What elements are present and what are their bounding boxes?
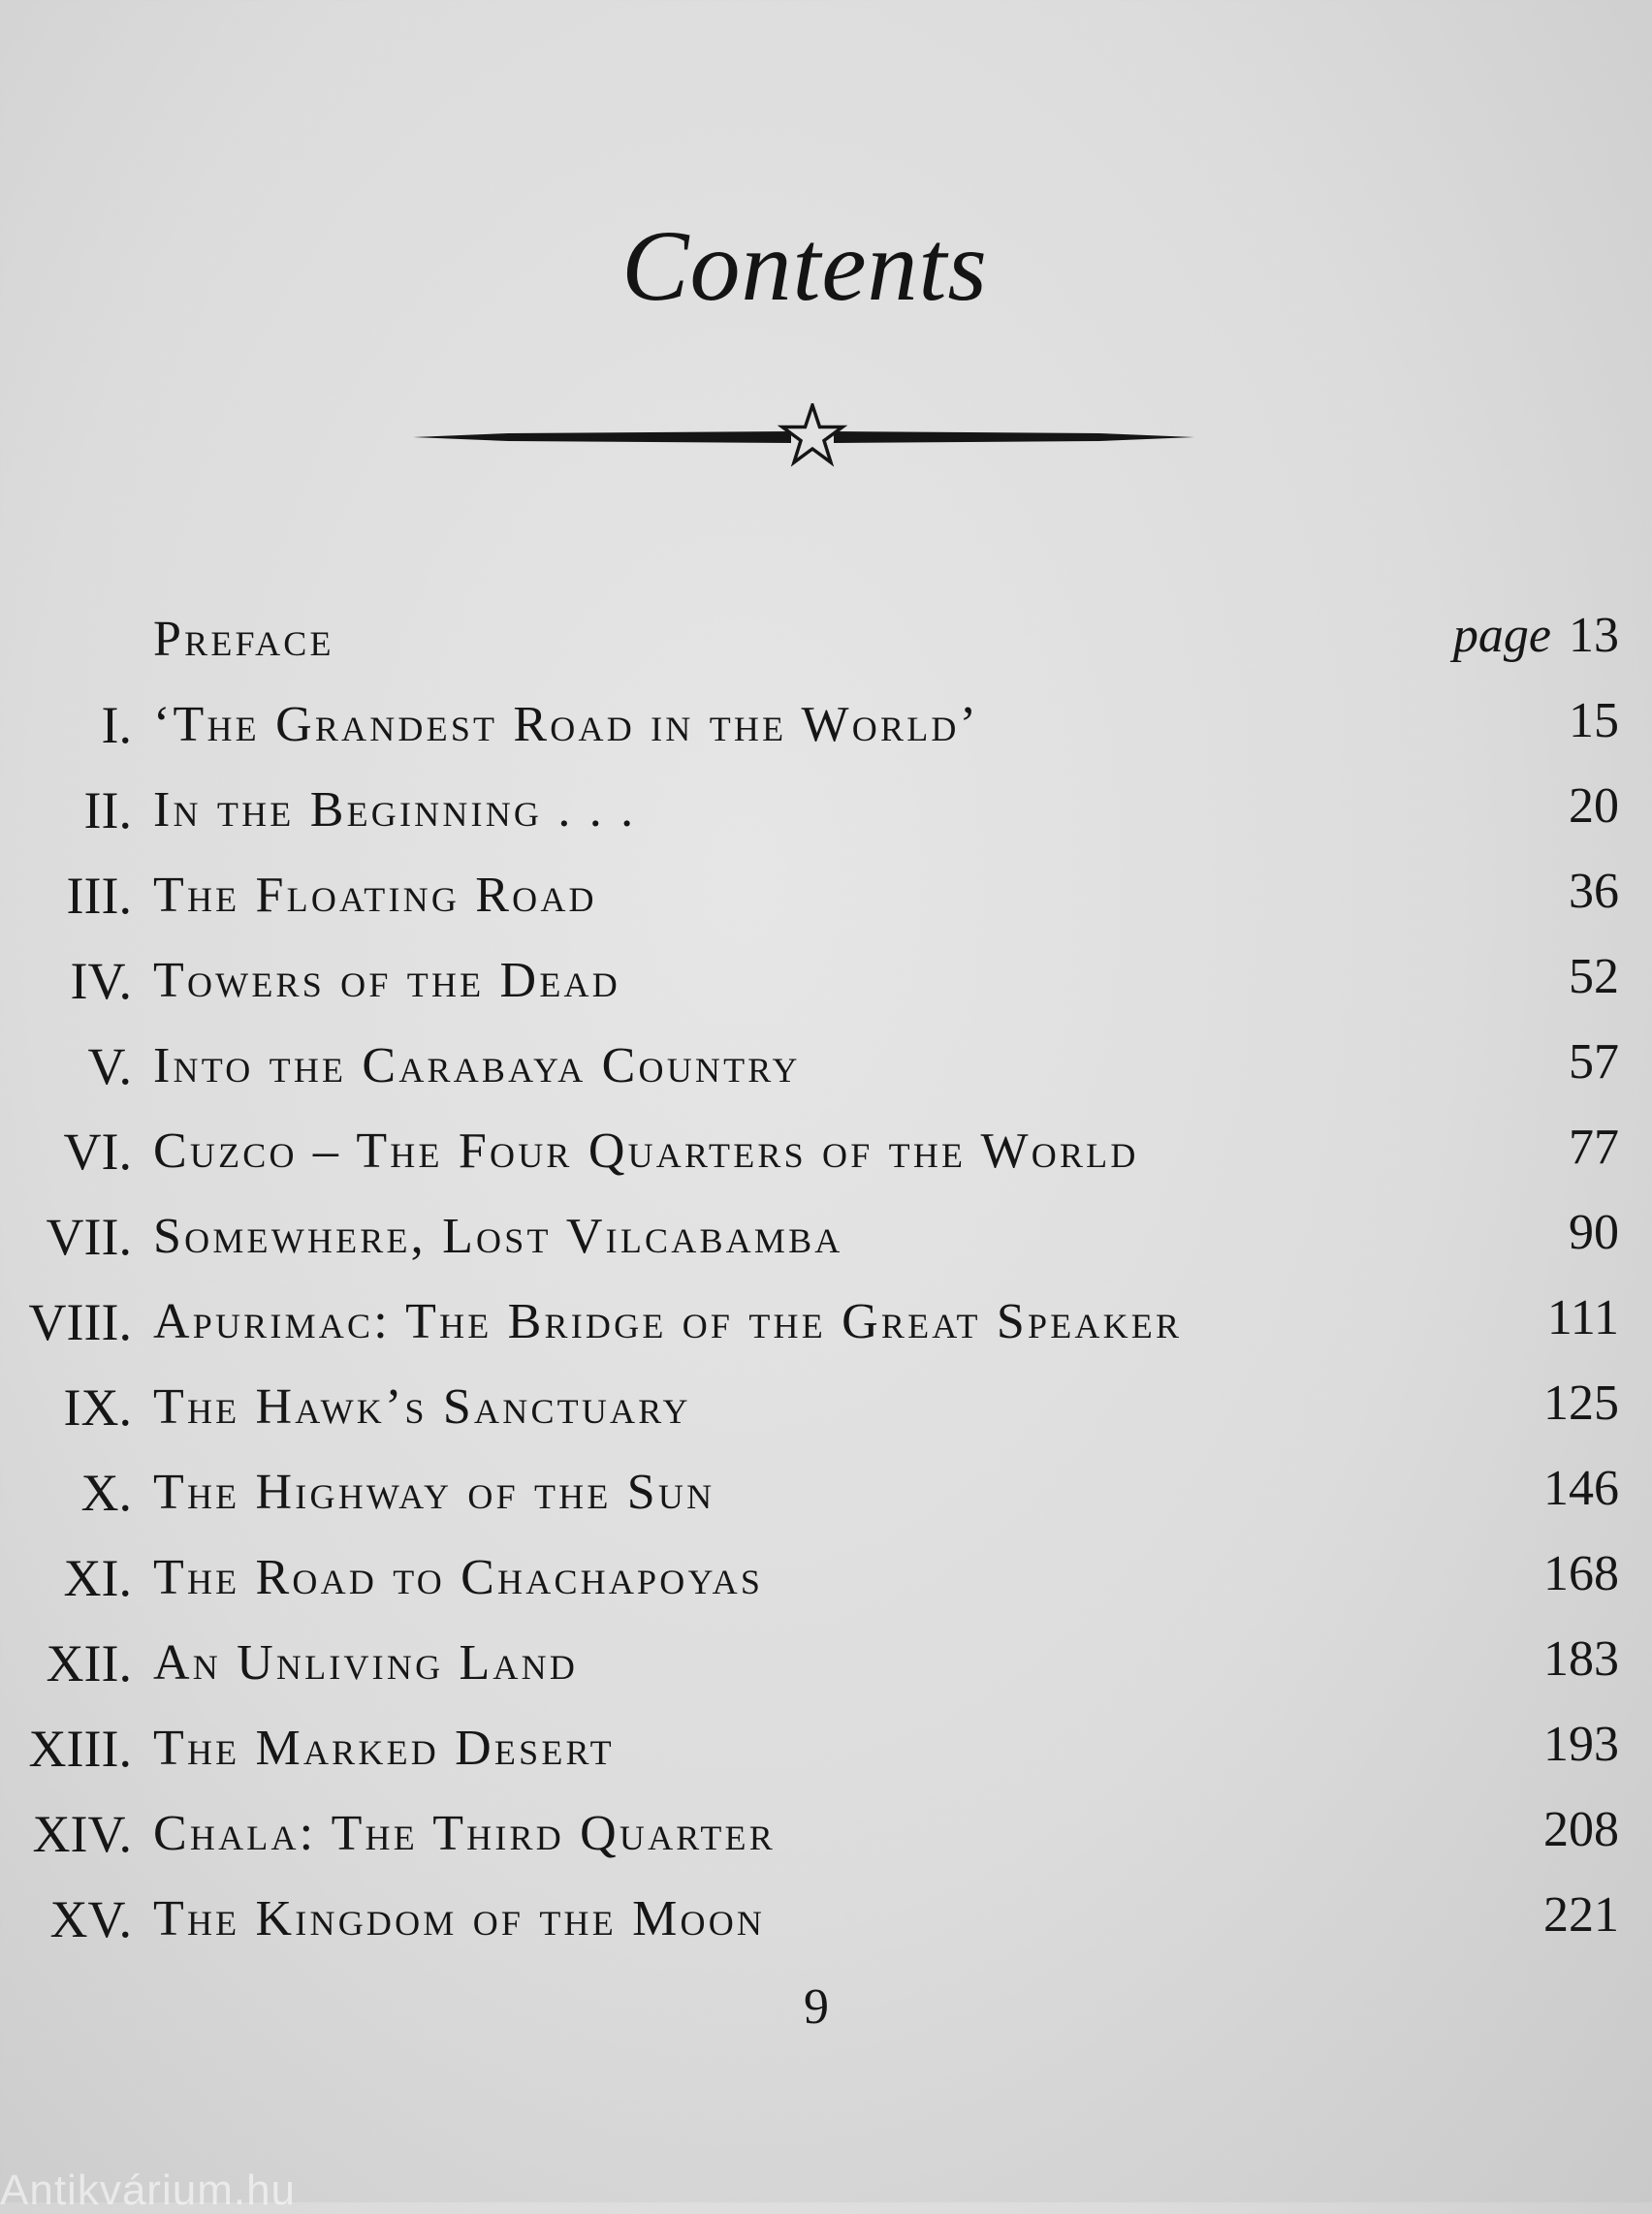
chapter-numeral: IX. — [63, 1378, 132, 1437]
toc-entry — [0, 857, 1652, 934]
chapter-title: ‘The Grandest Road in the World’ — [153, 697, 980, 752]
entry-page — [1453, 605, 1619, 667]
chapter-numeral: II. — [83, 781, 132, 839]
chapter-page: 57 — [1569, 1034, 1619, 1090]
chapter-page: 52 — [1569, 949, 1619, 1004]
chapter-title: In the Beginning . . . — [153, 782, 637, 838]
chapter-page: 77 — [1569, 1120, 1619, 1175]
chapter-numeral: VIII. — [28, 1293, 132, 1351]
toc-entry — [0, 1710, 1652, 1787]
toc-entry — [0, 942, 1652, 1020]
chapter-numeral: IV. — [70, 952, 132, 1010]
chapter-title: The Road to Chachapoyas — [153, 1550, 764, 1605]
toc-entry — [0, 1113, 1652, 1190]
chapter-title: Into the Carabaya Country — [153, 1038, 801, 1093]
chapter-title: Cuzco – The Four Quarters of the World — [153, 1123, 1139, 1179]
toc-entry — [0, 1881, 1652, 1958]
chapter-page: 208 — [1543, 1802, 1619, 1857]
chapter-page: 221 — [1543, 1887, 1619, 1943]
chapter-numeral: III. — [66, 867, 132, 925]
chapter-title: An Unliving Land — [153, 1635, 579, 1691]
page-number-folio: 9 — [804, 1979, 829, 2035]
chapter-page: 90 — [1569, 1205, 1619, 1260]
chapter-numeral: VII. — [46, 1208, 132, 1266]
star-ornament-divider — [411, 403, 1196, 471]
chapter-numeral: XII. — [46, 1634, 132, 1692]
chapter-page: 20 — [1569, 778, 1619, 834]
chapter-numeral: V. — [87, 1037, 132, 1095]
toc-entry — [0, 772, 1652, 849]
toc-entry — [0, 1625, 1652, 1702]
page-title: Contents — [621, 210, 988, 322]
chapter-title: Towers of the Dead — [153, 953, 620, 1008]
toc-entry — [0, 1028, 1652, 1105]
toc-entry — [0, 1539, 1652, 1617]
chapter-page: 15 — [1569, 693, 1619, 748]
entry-title: Preface — [153, 612, 334, 667]
chapter-title: Somewhere, Lost Vilcabamba — [153, 1209, 843, 1264]
chapter-title: The Floating Road — [153, 868, 597, 923]
chapter-title: The Hawk’s Sanctuary — [153, 1379, 691, 1435]
chapter-numeral: XIV. — [32, 1805, 132, 1863]
toc-entry — [0, 1369, 1652, 1446]
chapter-numeral: X. — [80, 1464, 132, 1522]
chapter-page: 183 — [1543, 1631, 1619, 1687]
chapter-title: The Highway of the Sun — [153, 1465, 715, 1520]
toc-entry — [0, 1795, 1652, 1873]
chapter-page: 111 — [1546, 1290, 1619, 1345]
chapter-title: Chala: The Third Quarter — [153, 1806, 776, 1861]
star-icon — [782, 405, 842, 462]
chapter-title: Apurimac: The Bridge of the Great Speaker — [153, 1294, 1183, 1349]
toc-entry — [0, 1283, 1652, 1361]
toc-entry — [0, 1198, 1652, 1276]
chapter-numeral: XI. — [63, 1549, 132, 1607]
chapter-title: The Kingdom of the Moon — [153, 1891, 766, 1946]
chapter-page: 146 — [1543, 1461, 1619, 1516]
chapter-numeral: XIII. — [28, 1720, 132, 1778]
toc-entry — [0, 686, 1652, 764]
page-label: page — [1452, 608, 1551, 663]
chapter-page: 36 — [1569, 864, 1619, 919]
toc-entry-preface — [0, 601, 1652, 679]
watermark: Antikvárium.hu — [0, 2167, 297, 2214]
chapter-page: 125 — [1543, 1376, 1619, 1431]
chapter-numeral: VI. — [63, 1123, 132, 1181]
chapter-numeral: XV. — [49, 1890, 132, 1948]
chapter-page: 193 — [1543, 1717, 1619, 1772]
chapter-title: The Marked Desert — [153, 1721, 615, 1776]
page-number: 13 — [1569, 608, 1619, 663]
chapter-page: 168 — [1543, 1546, 1619, 1601]
toc-entry — [0, 1454, 1652, 1532]
chapter-numeral: I. — [101, 696, 132, 754]
